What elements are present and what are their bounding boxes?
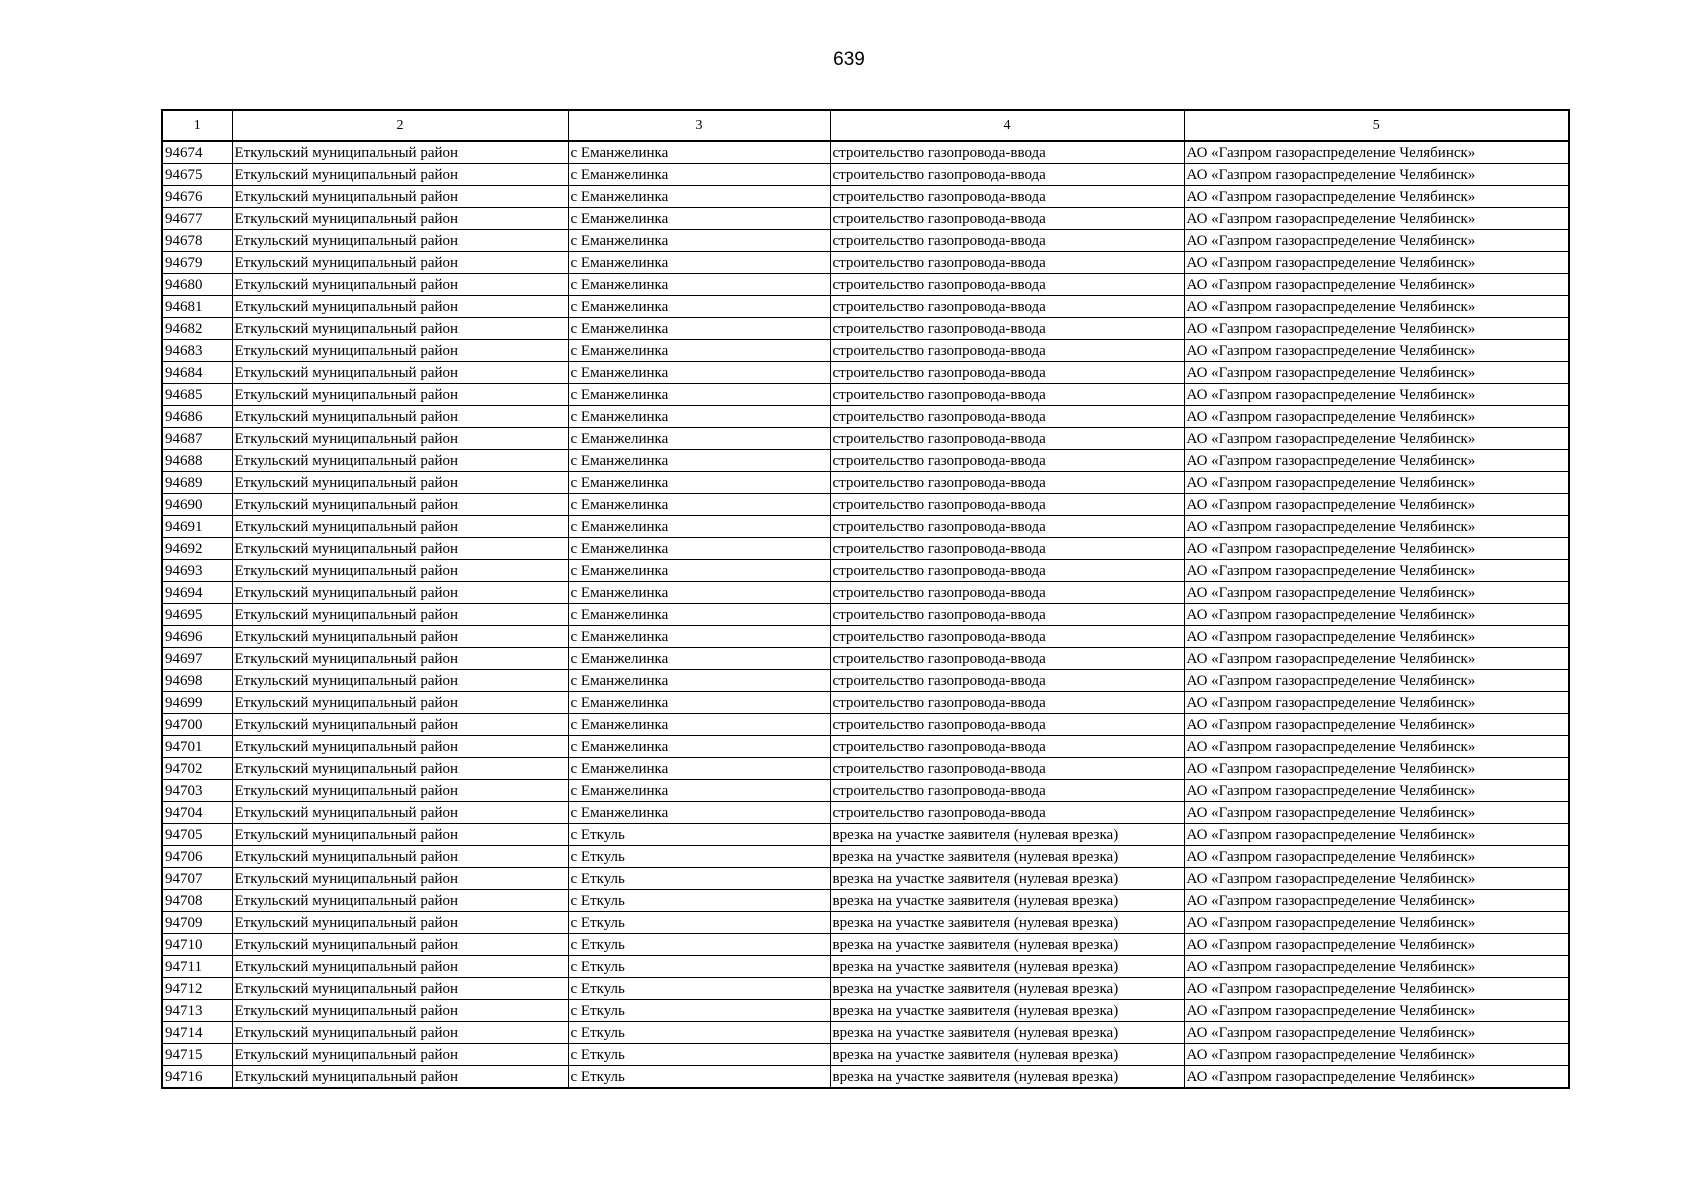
- table-row: [162, 714, 1569, 736]
- district-cell: Еткульский муниципальный район: [232, 604, 568, 626]
- table-row: [162, 1000, 1569, 1022]
- row-number-cell: 94677: [162, 208, 232, 230]
- work-type-cell: строительство газопровода-ввода: [830, 648, 1184, 670]
- district-cell: Еткульский муниципальный район: [232, 296, 568, 318]
- district-cell: Еткульский муниципальный район: [232, 780, 568, 802]
- work-type-cell: строительство газопровода-ввода: [830, 428, 1184, 450]
- district-cell: Еткульский муниципальный район: [232, 472, 568, 494]
- settlement-cell: с Еманжелинка: [568, 582, 830, 604]
- row-number-cell: 94692: [162, 538, 232, 560]
- row-number-cell: 94688: [162, 450, 232, 472]
- district-cell: Еткульский муниципальный район: [232, 1000, 568, 1022]
- organization-cell: АО «Газпром газораспределение Челябинск»: [1184, 230, 1569, 252]
- organization-cell: АО «Газпром газораспределение Челябинск»: [1184, 648, 1569, 670]
- organization-cell: АО «Газпром газораспределение Челябинск»: [1184, 296, 1569, 318]
- settlement-cell: с Еманжелинка: [568, 626, 830, 648]
- table-row: [162, 428, 1569, 450]
- organization-cell: АО «Газпром газораспределение Челябинск»: [1184, 780, 1569, 802]
- settlement-cell: с Еманжелинка: [568, 538, 830, 560]
- work-type-cell: врезка на участке заявителя (нулевая врезка): [830, 890, 1184, 912]
- column-header-3: 3: [568, 110, 830, 141]
- settlement-cell: с Еманжелинка: [568, 274, 830, 296]
- work-type-cell: строительство газопровода-ввода: [830, 516, 1184, 538]
- table-row: [162, 670, 1569, 692]
- district-cell: Еткульский муниципальный район: [232, 406, 568, 428]
- table-row: [162, 494, 1569, 516]
- row-number-cell: 94696: [162, 626, 232, 648]
- column-header-2: 2: [232, 110, 568, 141]
- organization-cell: АО «Газпром газораспределение Челябинск»: [1184, 1022, 1569, 1044]
- settlement-cell: с Еманжелинка: [568, 780, 830, 802]
- work-type-cell: строительство газопровода-ввода: [830, 758, 1184, 780]
- work-type-cell: врезка на участке заявителя (нулевая врезка): [830, 1044, 1184, 1066]
- settlement-cell: с Еткуль: [568, 846, 830, 868]
- district-cell: Еткульский муниципальный район: [232, 538, 568, 560]
- row-number-cell: 94679: [162, 252, 232, 274]
- table-row: [162, 164, 1569, 186]
- row-number-cell: 94695: [162, 604, 232, 626]
- district-cell: Еткульский муниципальный район: [232, 186, 568, 208]
- settlement-cell: с Еманжелинка: [568, 450, 830, 472]
- settlement-cell: с Еманжелинка: [568, 208, 830, 230]
- row-number-cell: 94680: [162, 274, 232, 296]
- settlement-cell: с Еманжелинка: [568, 318, 830, 340]
- work-type-cell: строительство газопровода-ввода: [830, 406, 1184, 428]
- work-type-cell: врезка на участке заявителя (нулевая врезка): [830, 956, 1184, 978]
- work-type-cell: врезка на участке заявителя (нулевая врезка): [830, 868, 1184, 890]
- organization-cell: АО «Газпром газораспределение Челябинск»: [1184, 252, 1569, 274]
- table-row: [162, 362, 1569, 384]
- district-cell: Еткульский муниципальный район: [232, 714, 568, 736]
- row-number-cell: 94701: [162, 736, 232, 758]
- data-table: [161, 109, 1570, 1089]
- table-row: [162, 626, 1569, 648]
- work-type-cell: строительство газопровода-ввода: [830, 626, 1184, 648]
- organization-cell: АО «Газпром газораспределение Челябинск»: [1184, 164, 1569, 186]
- work-type-cell: врезка на участке заявителя (нулевая врезка): [830, 912, 1184, 934]
- organization-cell: АО «Газпром газораспределение Челябинск»: [1184, 758, 1569, 780]
- work-type-cell: строительство газопровода-ввода: [830, 230, 1184, 252]
- district-cell: Еткульский муниципальный район: [232, 208, 568, 230]
- table-row: [162, 648, 1569, 670]
- table-row: [162, 450, 1569, 472]
- table-row: [162, 384, 1569, 406]
- district-cell: Еткульский муниципальный район: [232, 1022, 568, 1044]
- table-row: [162, 780, 1569, 802]
- row-number-cell: 94706: [162, 846, 232, 868]
- district-cell: Еткульский муниципальный район: [232, 868, 568, 890]
- organization-cell: АО «Газпром газораспределение Челябинск»: [1184, 208, 1569, 230]
- row-number-cell: 94700: [162, 714, 232, 736]
- district-cell: Еткульский муниципальный район: [232, 978, 568, 1000]
- row-number-cell: 94683: [162, 340, 232, 362]
- work-type-cell: строительство газопровода-ввода: [830, 472, 1184, 494]
- settlement-cell: с Еманжелинка: [568, 362, 830, 384]
- work-type-cell: врезка на участке заявителя (нулевая врезка): [830, 1000, 1184, 1022]
- table-row: [162, 296, 1569, 318]
- table-row: [162, 978, 1569, 1000]
- settlement-cell: с Еманжелинка: [568, 516, 830, 538]
- settlement-cell: с Еманжелинка: [568, 186, 830, 208]
- organization-cell: АО «Газпром газораспределение Челябинск»: [1184, 868, 1569, 890]
- district-cell: Еткульский муниципальный район: [232, 956, 568, 978]
- row-number-cell: 94687: [162, 428, 232, 450]
- organization-cell: АО «Газпром газораспределение Челябинск»: [1184, 1044, 1569, 1066]
- district-cell: Еткульский муниципальный район: [232, 340, 568, 362]
- organization-cell: АО «Газпром газораспределение Челябинск»: [1184, 846, 1569, 868]
- work-type-cell: строительство газопровода-ввода: [830, 670, 1184, 692]
- work-type-cell: строительство газопровода-ввода: [830, 802, 1184, 824]
- row-number-cell: 94715: [162, 1044, 232, 1066]
- table-body: [162, 141, 1569, 1088]
- district-cell: Еткульский муниципальный район: [232, 912, 568, 934]
- district-cell: Еткульский муниципальный район: [232, 516, 568, 538]
- district-cell: Еткульский муниципальный район: [232, 252, 568, 274]
- row-number-cell: 94676: [162, 186, 232, 208]
- work-type-cell: врезка на участке заявителя (нулевая врезка): [830, 1066, 1184, 1089]
- organization-cell: АО «Газпром газораспределение Челябинск»: [1184, 384, 1569, 406]
- settlement-cell: с Еткуль: [568, 934, 830, 956]
- row-number-cell: 94694: [162, 582, 232, 604]
- organization-cell: АО «Газпром газораспределение Челябинск»: [1184, 736, 1569, 758]
- district-cell: Еткульский муниципальный район: [232, 890, 568, 912]
- table-row: [162, 208, 1569, 230]
- district-cell: Еткульский муниципальный район: [232, 758, 568, 780]
- table-row: [162, 802, 1569, 824]
- settlement-cell: с Еманжелинка: [568, 252, 830, 274]
- settlement-cell: с Еманжелинка: [568, 428, 830, 450]
- organization-cell: АО «Газпром газораспределение Челябинск»: [1184, 824, 1569, 846]
- row-number-cell: 94674: [162, 141, 232, 164]
- table-row: [162, 604, 1569, 626]
- table-row: [162, 582, 1569, 604]
- organization-cell: АО «Газпром газораспределение Челябинск»: [1184, 538, 1569, 560]
- column-header-5: 5: [1184, 110, 1569, 141]
- work-type-cell: строительство газопровода-ввода: [830, 362, 1184, 384]
- row-number-cell: 94691: [162, 516, 232, 538]
- table-row: [162, 274, 1569, 296]
- organization-cell: АО «Газпром газораспределение Челябинск»: [1184, 934, 1569, 956]
- settlement-cell: с Еманжелинка: [568, 141, 830, 164]
- organization-cell: АО «Газпром газораспределение Челябинск»: [1184, 1000, 1569, 1022]
- district-cell: Еткульский муниципальный район: [232, 164, 568, 186]
- table-row: [162, 560, 1569, 582]
- table-row: [162, 472, 1569, 494]
- table-row: [162, 406, 1569, 428]
- settlement-cell: с Еманжелинка: [568, 494, 830, 516]
- settlement-cell: с Еманжелинка: [568, 230, 830, 252]
- organization-cell: АО «Газпром газораспределение Челябинск»: [1184, 560, 1569, 582]
- row-number-cell: 94675: [162, 164, 232, 186]
- row-number-cell: 94716: [162, 1066, 232, 1089]
- organization-cell: АО «Газпром газораспределение Челябинск»: [1184, 494, 1569, 516]
- work-type-cell: строительство газопровода-ввода: [830, 780, 1184, 802]
- settlement-cell: с Еткуль: [568, 1022, 830, 1044]
- row-number-cell: 94709: [162, 912, 232, 934]
- settlement-cell: с Еманжелинка: [568, 384, 830, 406]
- organization-cell: АО «Газпром газораспределение Челябинск»: [1184, 362, 1569, 384]
- row-number-cell: 94685: [162, 384, 232, 406]
- district-cell: Еткульский муниципальный район: [232, 384, 568, 406]
- table-row: [162, 890, 1569, 912]
- organization-cell: АО «Газпром газораспределение Челябинск»: [1184, 604, 1569, 626]
- district-cell: Еткульский муниципальный район: [232, 692, 568, 714]
- work-type-cell: строительство газопровода-ввода: [830, 384, 1184, 406]
- settlement-cell: с Еманжелинка: [568, 736, 830, 758]
- column-header-4: 4: [830, 110, 1184, 141]
- row-number-cell: 94704: [162, 802, 232, 824]
- organization-cell: АО «Газпром газораспределение Челябинск»: [1184, 1066, 1569, 1089]
- work-type-cell: строительство газопровода-ввода: [830, 714, 1184, 736]
- settlement-cell: с Еманжелинка: [568, 714, 830, 736]
- work-type-cell: строительство газопровода-ввода: [830, 582, 1184, 604]
- district-cell: Еткульский муниципальный район: [232, 428, 568, 450]
- row-number-cell: 94710: [162, 934, 232, 956]
- work-type-cell: строительство газопровода-ввода: [830, 208, 1184, 230]
- row-number-cell: 94682: [162, 318, 232, 340]
- organization-cell: АО «Газпром газораспределение Челябинск»: [1184, 274, 1569, 296]
- organization-cell: АО «Газпром газораспределение Челябинск»: [1184, 340, 1569, 362]
- table-row: [162, 340, 1569, 362]
- work-type-cell: врезка на участке заявителя (нулевая врезка): [830, 978, 1184, 1000]
- table-row: [162, 934, 1569, 956]
- district-cell: Еткульский муниципальный район: [232, 318, 568, 340]
- organization-cell: АО «Газпром газораспределение Челябинск»: [1184, 714, 1569, 736]
- district-cell: Еткульский муниципальный район: [232, 1066, 568, 1089]
- settlement-cell: с Еткуль: [568, 890, 830, 912]
- district-cell: Еткульский муниципальный район: [232, 934, 568, 956]
- settlement-cell: с Еманжелинка: [568, 802, 830, 824]
- row-number-cell: 94684: [162, 362, 232, 384]
- column-header-1: 1: [162, 110, 232, 141]
- table-row: [162, 956, 1569, 978]
- settlement-cell: с Еманжелинка: [568, 670, 830, 692]
- district-cell: Еткульский муниципальный район: [232, 494, 568, 516]
- settlement-cell: с Еманжелинка: [568, 406, 830, 428]
- organization-cell: АО «Газпром газораспределение Челябинск»: [1184, 186, 1569, 208]
- work-type-cell: строительство газопровода-ввода: [830, 736, 1184, 758]
- settlement-cell: с Еманжелинка: [568, 472, 830, 494]
- work-type-cell: врезка на участке заявителя (нулевая врезка): [830, 1022, 1184, 1044]
- organization-cell: АО «Газпром газораспределение Челябинск»: [1184, 978, 1569, 1000]
- organization-cell: АО «Газпром газораспределение Челябинск»: [1184, 582, 1569, 604]
- table-row: [162, 1022, 1569, 1044]
- row-number-cell: 94693: [162, 560, 232, 582]
- table-row: [162, 692, 1569, 714]
- work-type-cell: строительство газопровода-ввода: [830, 274, 1184, 296]
- table-row: [162, 1066, 1569, 1089]
- row-number-cell: 94714: [162, 1022, 232, 1044]
- table-row: [162, 868, 1569, 890]
- table-row: [162, 1044, 1569, 1066]
- settlement-cell: с Еманжелинка: [568, 164, 830, 186]
- row-number-cell: 94698: [162, 670, 232, 692]
- district-cell: Еткульский муниципальный район: [232, 802, 568, 824]
- row-number-cell: 94699: [162, 692, 232, 714]
- district-cell: Еткульский муниципальный район: [232, 274, 568, 296]
- settlement-cell: с Еткуль: [568, 1066, 830, 1089]
- work-type-cell: строительство газопровода-ввода: [830, 296, 1184, 318]
- work-type-cell: строительство газопровода-ввода: [830, 186, 1184, 208]
- work-type-cell: строительство газопровода-ввода: [830, 604, 1184, 626]
- organization-cell: АО «Газпром газораспределение Челябинск»: [1184, 956, 1569, 978]
- work-type-cell: строительство газопровода-ввода: [830, 141, 1184, 164]
- work-type-cell: строительство газопровода-ввода: [830, 494, 1184, 516]
- district-cell: Еткульский муниципальный район: [232, 846, 568, 868]
- row-number-cell: 94705: [162, 824, 232, 846]
- table-row: [162, 538, 1569, 560]
- row-number-cell: 94686: [162, 406, 232, 428]
- organization-cell: АО «Газпром газораспределение Челябинск»: [1184, 912, 1569, 934]
- settlement-cell: с Еманжелинка: [568, 648, 830, 670]
- row-number-cell: 94713: [162, 1000, 232, 1022]
- table-row: [162, 912, 1569, 934]
- work-type-cell: строительство газопровода-ввода: [830, 560, 1184, 582]
- work-type-cell: строительство газопровода-ввода: [830, 164, 1184, 186]
- organization-cell: АО «Газпром газораспределение Челябинск»: [1184, 516, 1569, 538]
- district-cell: Еткульский муниципальный район: [232, 141, 568, 164]
- organization-cell: АО «Газпром газораспределение Челябинск»: [1184, 428, 1569, 450]
- district-cell: Еткульский муниципальный район: [232, 626, 568, 648]
- row-number-cell: 94702: [162, 758, 232, 780]
- row-number-cell: 94678: [162, 230, 232, 252]
- organization-cell: АО «Газпром газораспределение Челябинск»: [1184, 626, 1569, 648]
- organization-cell: АО «Газпром газораспределение Челябинск»: [1184, 670, 1569, 692]
- row-number-cell: 94708: [162, 890, 232, 912]
- table-row: [162, 141, 1569, 164]
- work-type-cell: строительство газопровода-ввода: [830, 450, 1184, 472]
- settlement-cell: с Еткуль: [568, 824, 830, 846]
- district-cell: Еткульский муниципальный район: [232, 362, 568, 384]
- table-header: [162, 110, 1569, 141]
- organization-cell: АО «Газпром газораспределение Челябинск»: [1184, 692, 1569, 714]
- settlement-cell: с Еткуль: [568, 956, 830, 978]
- settlement-cell: с Еманжелинка: [568, 604, 830, 626]
- organization-cell: АО «Газпром газораспределение Челябинск»: [1184, 802, 1569, 824]
- row-number-cell: 94690: [162, 494, 232, 516]
- row-number-cell: 94703: [162, 780, 232, 802]
- settlement-cell: с Еткуль: [568, 912, 830, 934]
- row-number-cell: 94697: [162, 648, 232, 670]
- organization-cell: АО «Газпром газораспределение Челябинск»: [1184, 141, 1569, 164]
- settlement-cell: с Еманжелинка: [568, 340, 830, 362]
- table-row: [162, 516, 1569, 538]
- work-type-cell: строительство газопровода-ввода: [830, 318, 1184, 340]
- row-number-cell: 94712: [162, 978, 232, 1000]
- work-type-cell: врезка на участке заявителя (нулевая врезка): [830, 934, 1184, 956]
- table-row: [162, 824, 1569, 846]
- district-cell: Еткульский муниципальный район: [232, 670, 568, 692]
- row-number-cell: 94681: [162, 296, 232, 318]
- table-row: [162, 846, 1569, 868]
- settlement-cell: с Еткуль: [568, 978, 830, 1000]
- settlement-cell: с Еткуль: [568, 1000, 830, 1022]
- work-type-cell: строительство газопровода-ввода: [830, 692, 1184, 714]
- district-cell: Еткульский муниципальный район: [232, 648, 568, 670]
- district-cell: Еткульский муниципальный район: [232, 230, 568, 252]
- district-cell: Еткульский муниципальный район: [232, 450, 568, 472]
- district-cell: Еткульский муниципальный район: [232, 582, 568, 604]
- work-type-cell: врезка на участке заявителя (нулевая врезка): [830, 846, 1184, 868]
- work-type-cell: строительство газопровода-ввода: [830, 252, 1184, 274]
- row-number-cell: 94689: [162, 472, 232, 494]
- work-type-cell: врезка на участке заявителя (нулевая врезка): [830, 824, 1184, 846]
- row-number-cell: 94707: [162, 868, 232, 890]
- settlement-cell: с Еманжелинка: [568, 758, 830, 780]
- table-row: [162, 318, 1569, 340]
- organization-cell: АО «Газпром газораспределение Челябинск»: [1184, 406, 1569, 428]
- district-cell: Еткульский муниципальный район: [232, 560, 568, 582]
- table-row: [162, 230, 1569, 252]
- organization-cell: АО «Газпром газораспределение Челябинск»: [1184, 472, 1569, 494]
- work-type-cell: строительство газопровода-ввода: [830, 538, 1184, 560]
- table-row: [162, 736, 1569, 758]
- header-row: [162, 110, 1569, 141]
- settlement-cell: с Еткуль: [568, 868, 830, 890]
- organization-cell: АО «Газпром газораспределение Челябинск»: [1184, 890, 1569, 912]
- settlement-cell: с Еманжелинка: [568, 692, 830, 714]
- organization-cell: АО «Газпром газораспределение Челябинск»: [1184, 450, 1569, 472]
- table-row: [162, 758, 1569, 780]
- organization-cell: АО «Газпром газораспределение Челябинск»: [1184, 318, 1569, 340]
- district-cell: Еткульский муниципальный район: [232, 736, 568, 758]
- settlement-cell: с Еткуль: [568, 1044, 830, 1066]
- row-number-cell: 94711: [162, 956, 232, 978]
- page-number: 639: [833, 49, 865, 70]
- district-cell: Еткульский муниципальный район: [232, 1044, 568, 1066]
- work-type-cell: строительство газопровода-ввода: [830, 340, 1184, 362]
- settlement-cell: с Еманжелинка: [568, 296, 830, 318]
- table-row: [162, 186, 1569, 208]
- district-cell: Еткульский муниципальный район: [232, 824, 568, 846]
- settlement-cell: с Еманжелинка: [568, 560, 830, 582]
- table-row: [162, 252, 1569, 274]
